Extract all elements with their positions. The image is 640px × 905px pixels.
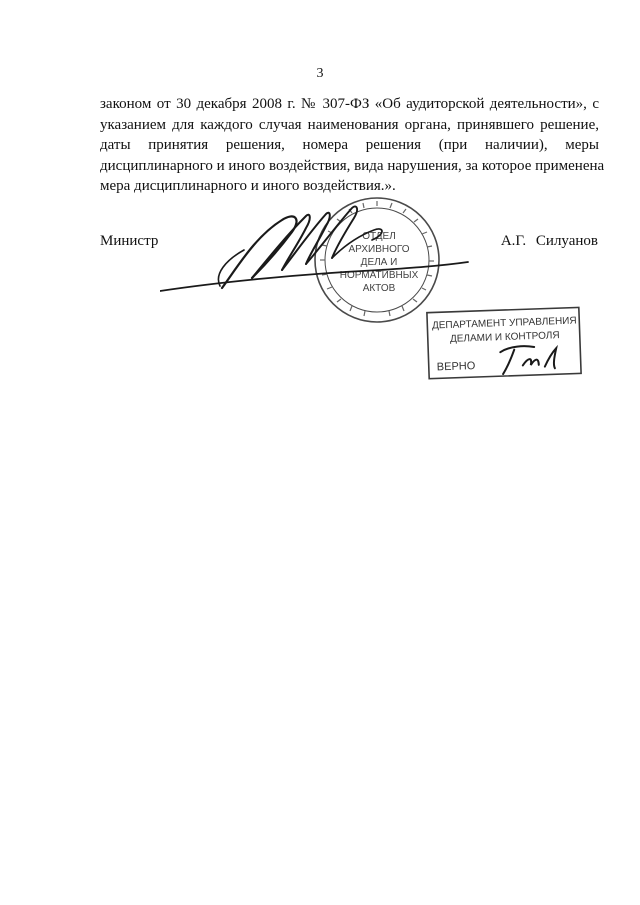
seal-line: АРХИВНОГО <box>348 244 410 255</box>
body-line: дисциплинарного и иного воздействия, вида нарушения, за которое применена <box>100 157 605 174</box>
seal-line: ОТДЕЛ <box>362 231 396 242</box>
seal-line: НОРМАТИВНЫХ <box>339 270 419 281</box>
stamp-department-line: ДЕПАРТАМЕНТ УПРАВЛЕНИЯ <box>431 315 577 332</box>
stamp-department-line: ДЕЛАМИ И КОНТРОЛЯ <box>449 330 560 345</box>
seal-line: ДЕЛА И <box>360 257 398 268</box>
body-line: указанием для каждого случая наименования органа, принявшего решение, <box>100 116 599 133</box>
certification-stamp <box>426 306 584 380</box>
seal-line: АКТОВ <box>362 283 396 294</box>
stamp-initials-signature <box>500 345 557 374</box>
signatory-title: Министр <box>100 233 159 249</box>
stamp-verified-label: ВЕРНО <box>436 360 476 374</box>
body-line: мера дисциплинарного и иного воздействия.». <box>100 178 396 194</box>
page-number: 3 <box>316 66 324 81</box>
body-line: даты принятия решения, номера решения (при наличии), меры <box>100 137 599 153</box>
handwritten-signature <box>160 196 470 306</box>
body-line: законом от 30 декабря 2008 г. № 307-ФЗ «Об аудиторской деятельности», с <box>100 96 599 112</box>
signatory-name: А.Г. Силуанов <box>500 233 598 249</box>
body-paragraph <box>100 94 605 197</box>
